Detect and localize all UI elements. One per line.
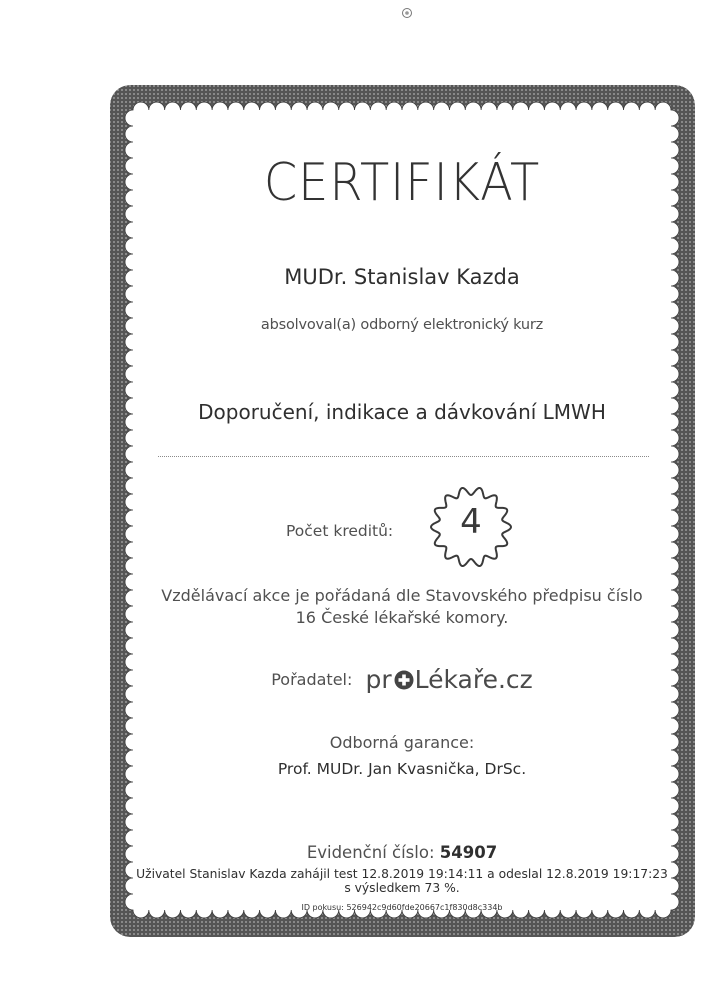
scan-mark-icon — [401, 6, 413, 20]
registration-number: 54907 — [439, 843, 498, 862]
logo-text-right: Lékaře.cz — [414, 665, 533, 694]
user-test-text: Uživatel Stanislav Kazda zahájil test 12.8.2019 19:14:11 a odeslal 12.8.2019 19:17:23 s výsledkem 73 %. — [136, 867, 668, 895]
guarantee-label: Odborná garance: — [329, 733, 475, 752]
prolekare-logo — [365, 665, 532, 694]
plus-circle-icon — [394, 670, 414, 690]
organizer-row — [133, 665, 671, 699]
credits-value: 4 — [460, 502, 482, 542]
attempt-id: 526942c9d60fde20667c1f830d8c334b — [346, 903, 503, 912]
certificate-sheet — [133, 110, 671, 910]
certificate-title: CERTIFIKÁT — [263, 153, 541, 213]
credits-label: Počet kreditů: — [286, 522, 394, 540]
logo-text-left: pr — [365, 665, 392, 694]
attempt-id-label: ID pokusu: — [301, 903, 344, 912]
registration-label: Evidenční číslo: — [306, 843, 435, 862]
completed-text: absolvoval(a) odborný elektronický kurz — [260, 317, 544, 333]
recipient-name: MUDr. Stanislav Kazda — [284, 265, 520, 289]
credits-badge — [426, 482, 516, 572]
registration-line — [133, 843, 671, 862]
regulation-text: Vzdělávací akce je pořádaná dle Stavovského předpisu číslo 16 České lékařské komory. — [161, 586, 643, 627]
course-title: Doporučení, indikace a dávkování LMWH — [198, 400, 606, 424]
organizer-label: Pořadatel: — [271, 670, 353, 689]
credits-row — [133, 482, 671, 572]
dotted-divider — [158, 456, 649, 457]
guarantor-name: Prof. MUDr. Jan Kvasnička, DrSc. — [277, 760, 527, 778]
attempt-id-line — [133, 903, 671, 912]
